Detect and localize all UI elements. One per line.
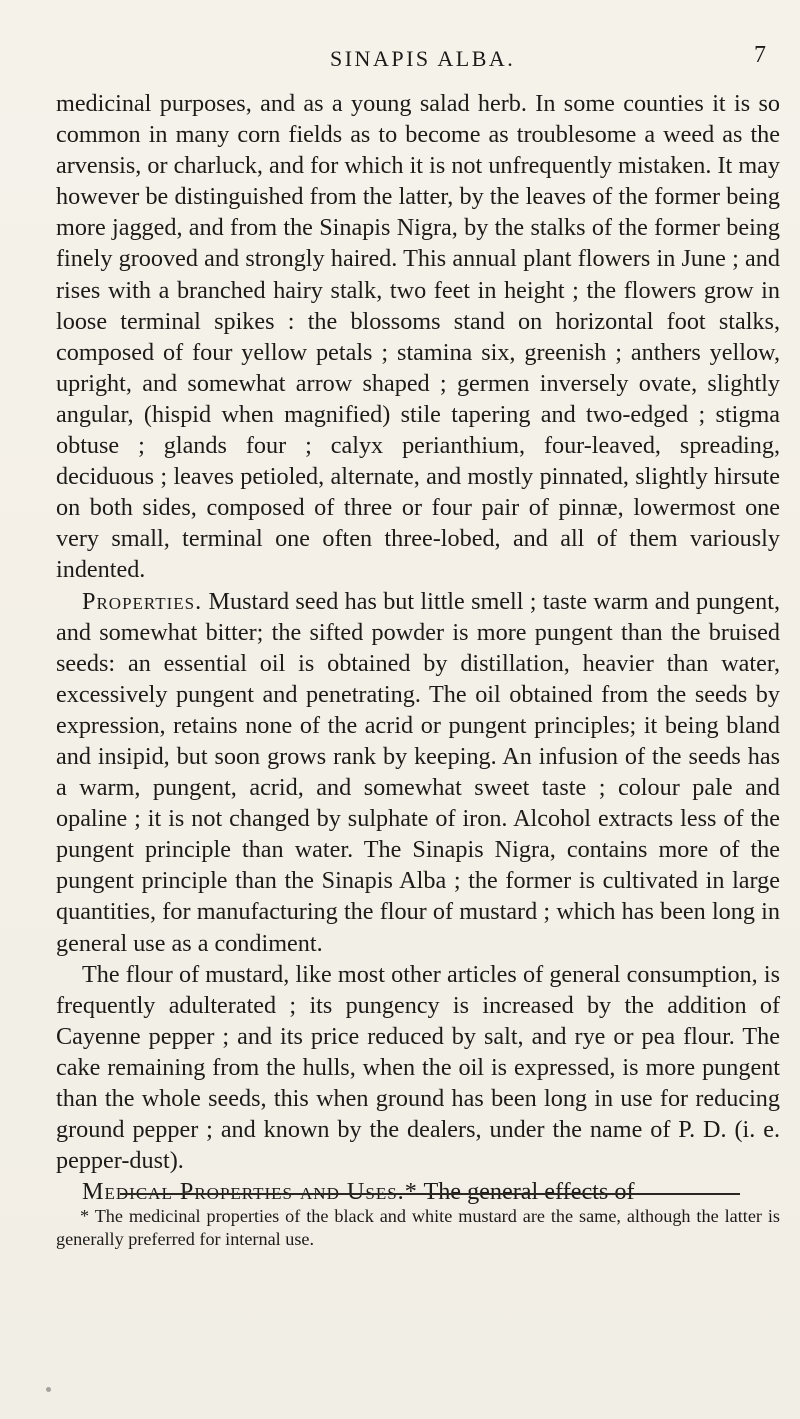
page-number: 7 — [754, 42, 766, 68]
section-heading-medical: Medical Properties and Uses.* — [82, 1178, 418, 1206]
paragraph-medical — [56, 1176, 780, 1207]
paragraph-properties — [56, 586, 780, 959]
footnote-divider — [120, 1193, 740, 1195]
paragraph-description-text: medicinal purposes, and as a young salad herb. In some counties it is so common in many corn fields as to become as troublesome a weed as the arvensis, or charluck, and for which it is not unfrequently mistaken. It may however be distinguished from the latter, by the leaves of the former being more jagged, and from the Sinapis Nigra, by the stalks of the former being finely grooved and strongly haired. This annual plant flowers in June ; and rises with a branched hairy stalk, two feet in height ; the flowers grow in loose terminal spikes : the blossoms stand on horizontal foot stalks, composed of four yellow petals ; stamina six, greenish ; anthers yellow, upright, and somewhat arrow shaped ; germen inversely ovate, slightly angular, (hispid when magnified) stile tapering and two-edged ; stigma obtuse ; glands four ; calyx perianthium, four-leaved, spreading, deciduous ; leaves petioled, alternate, and mostly pinnated, slightly hirsute on both sides, composed of three or four pair of pinnæ, lowermost one very small, terminal one often three-lobed, and all of them variously indented. — [56, 90, 780, 584]
paragraph-adulteration — [56, 959, 780, 1177]
paper-speck — [46, 1387, 51, 1392]
running-head — [0, 42, 800, 86]
footnote: * The medicinal properties of the black and white mustard are the same, although the latter is generally preferred for internal use. — [56, 1206, 780, 1249]
section-heading-properties: Properties. — [82, 587, 203, 615]
paragraph-adulteration-text: The flour of mustard, like most other articles of general consumption, is frequently adulterated ; its pungency is increased by the addition of Cayenne pepper ; and its price reduced by salt, and rye or pea flour. The cake remaining from the hulls, when the oil is expressed, is more pungent than the whole seeds, this when ground has been long in use for reducing ground pepper ; and known by the dealers, under the name of P. D. (i. e. pepper-dust). — [56, 960, 780, 1175]
paragraph-medical-text: The general effects of — [423, 1178, 635, 1206]
paragraph-properties-text: Mustard seed has but little smell ; taste warm and pungent, and somewhat bitter; the sifted powder is more pungent than the bruised seeds: an essential oil is obtained by distillation, heavier than water, excessively pungent and penetrating. The oil obtained from the seeds by expression, retains none of the acrid or pungent principles; it being bland and insipid, but soon grows rank by keeping. An infusion of the seeds has a warm, pungent, acrid, and somewhat sweet taste ; colour pale and opaline ; it is not changed by sulphate of iron. Alcohol extracts less of the pungent principle than water. The Sinapis Nigra, contains more of the pungent principle than the Sinapis Alba ; the former is cultivated in large quantities, for manufacturing the flour of mustard ; which has been long in general use as a condiment. — [56, 587, 781, 957]
paragraph-description — [56, 88, 780, 586]
body-text — [56, 88, 780, 1207]
running-title: SINAPIS ALBA. — [330, 46, 516, 71]
